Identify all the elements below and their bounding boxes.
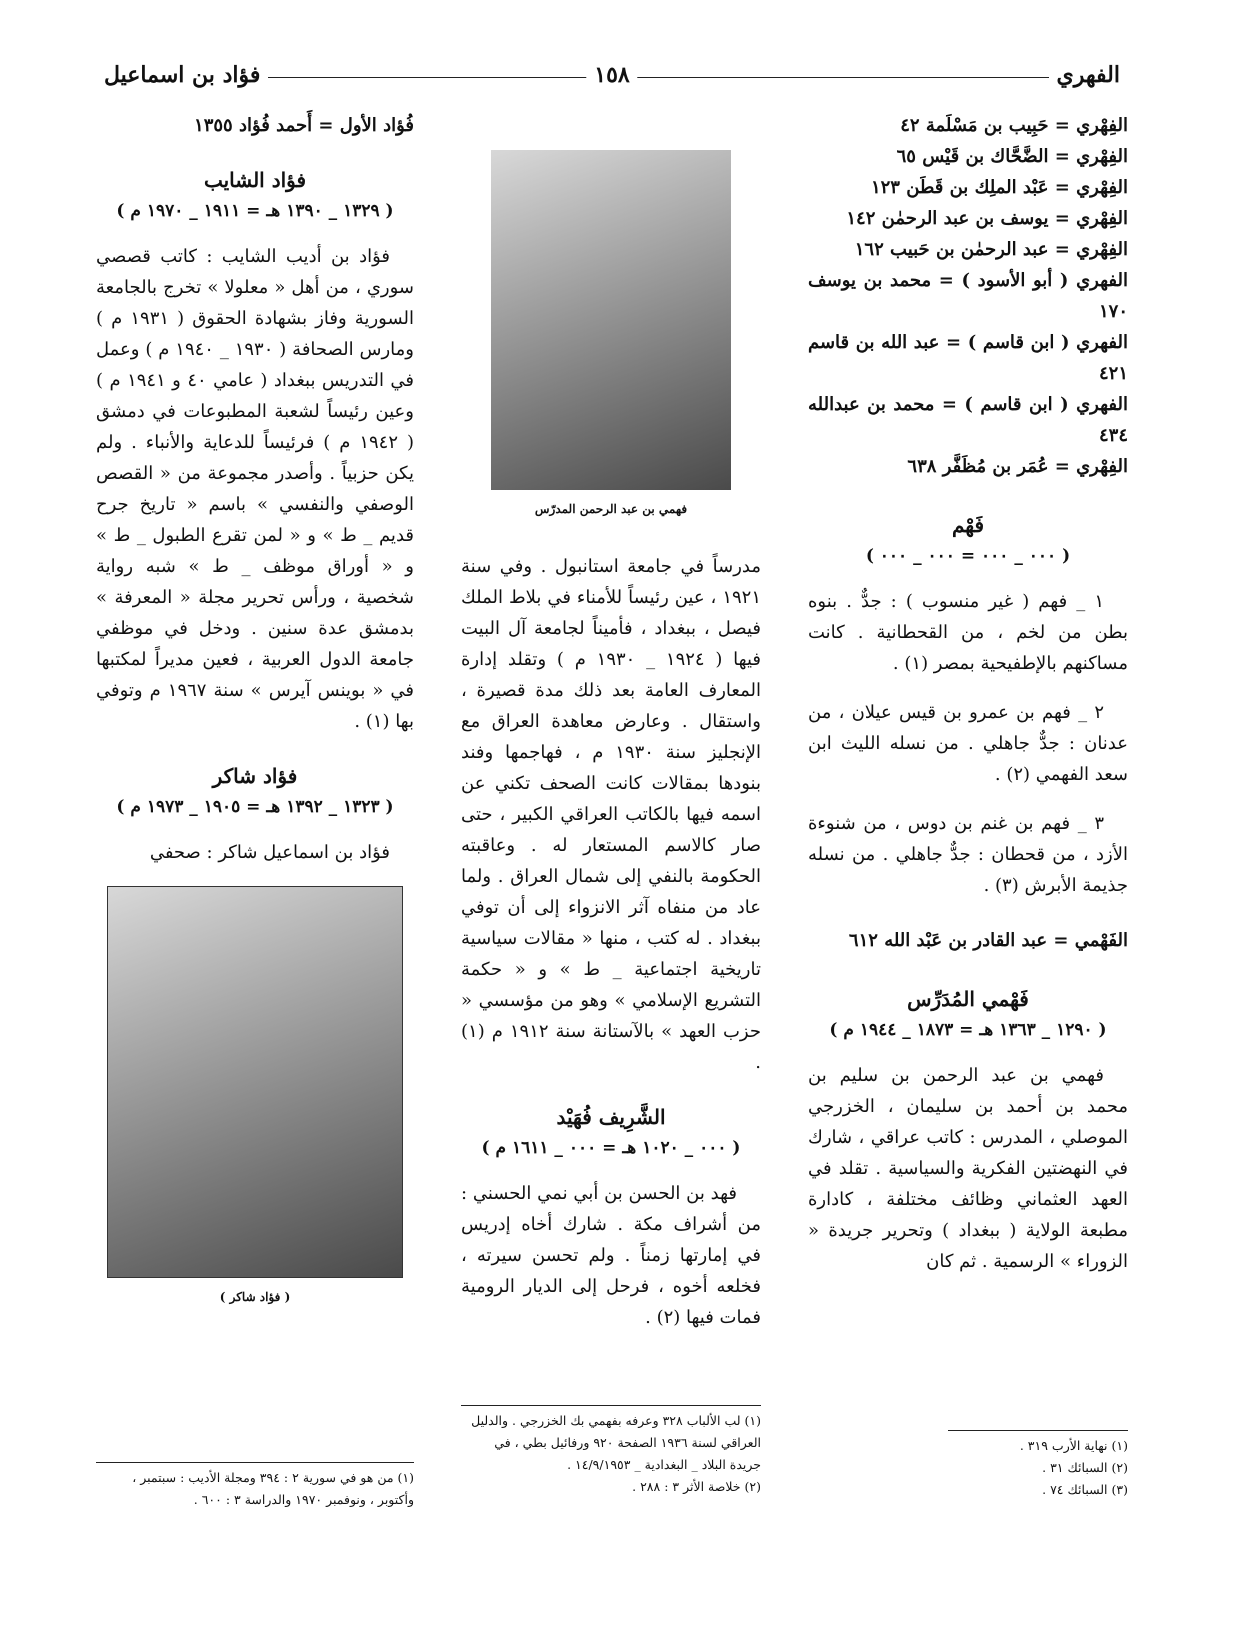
shayeb-dates: ( ١٣٢٩ _ ١٣٩٠ هـ = ١٩١١ _ ١٩٧٠ م ) <box>116 201 394 221</box>
middle-footnotes <box>461 1405 761 1498</box>
shayeb-paragraph: فؤاد بن أديب الشايب : كاتب قصصي سوري ، من أهل « معلولا » تخرج بالجامعة السورية وفاز بشهادة الحقوق ( ١٩٣١ م ) ومارس الصحافة ( ١٩٣٠ _ ١٩٤٠ م ) وعمل في التدريس ببغداد ( عامي ٤٠ و ١٩٤١ م ) وعين رئيساً لشعبة المطبوعات في دمشق ( ١٩٤٢ م ) فرئيساً للدعاية والأنباء . ولم يكن حزبياً . وأصدر مجموعة من « القصص الوصفي والنفسي » باسم « تاريخ جرح قديم _ ط » و « لمن تقرع الطبول _ ط » و « أوراق موظف _ ط » شبه رواية شخصية ، ورأس تحرير مجلة « المعرفة » بدمشق عدة سنين . ودخل في موظفي جامعة الدول العربية ، فعين مديراً لمكتبها في « بوينس آيرس » سنة ١٩٦٧ م وتوفي بها (١) . <box>96 246 414 732</box>
footnote-rule <box>948 1430 1128 1431</box>
fahm-title: فَهْم <box>951 513 985 537</box>
fahmi-portrait-photo <box>491 150 731 490</box>
fihri-entry: الفهري ( أبو الأسود ) = محمد بن يوسف ١٧٠ <box>808 270 1128 322</box>
fahm-item-2: ٢ _ فهم بن عمرو بن قيس عيلان ، من عدنان : جدٌّ جاهلي . من نسله الليث ابن سعد الفهمي (٢) . <box>808 702 1128 785</box>
page-header <box>96 62 1128 102</box>
shayeb-title: فؤاد الشايب <box>203 168 307 192</box>
footnote: (٢) السبائك ٣١ . <box>1042 1460 1128 1475</box>
mudarris-title: فَهْمي المُدَرِّس <box>907 987 1029 1011</box>
footnote: (١) نهاية الأرب ٣١٩ . <box>1019 1438 1128 1453</box>
footnote: (١) من هو في سورية ٢ : ٣٩٤ ومجلة الأديب : سبتمبر ، وأكتوبر ، ونوفمبر ١٩٧٠ والدراسة ٣ : ٦٠٠ . <box>132 1470 414 1507</box>
middle-column <box>461 110 761 1351</box>
footnote: (٢) خلاصة الأثر ٣ : ٢٨٨ . <box>632 1479 761 1494</box>
fahm-item-1: ١ _ فهم ( غير منسوب ) : جدٌّ . بنوه بطن من لخم ، من القحطانية . كانت مساكنهم بالإطفيحية بمصر (١) . <box>808 591 1128 674</box>
right-column <box>808 110 1128 1295</box>
shaker-paragraph: فؤاد بن اسماعيل شاكر : صحفي <box>149 842 390 863</box>
fihri-entry: الفِهْري = عبد الرحمٰن بن حَبيب ١٦٢ <box>854 239 1128 260</box>
footnote-rule <box>96 1462 414 1463</box>
fahmi-photo-caption: فهمي بن عبد الرحمن المدرّس <box>534 502 688 516</box>
fahmi-continuation-paragraph: مدرساً في جامعة استانبول . وفي سنة ١٩٢١ ، عين رئيساً للأمناء في بلاط الملك فيصل ، ببغداد ، فأميناً لجامعة آل البيت فيها ( ١٩٢٤ _ ١٩٣٠ م ) وتقلد إدارة المعارف العامة بعد ذلك مدة قصيرة ، واستقال . وعارض معاهدة العراق مع الإنجليز سنة ١٩٣٠ م ، فهاجمها وفند بنودها بمقالات كانت الصحف تكني عن اسمه فيها بالكاتب العراقي الكبير ، حتى صار كالاسم المستعار له . وعاقبته الحكومة بالنفي إلى شمال العراق . ولما عاد من منفاه آثر الانزواء إلى أن توفي ببغداد . له كتب ، منها « مقالات سياسية تاريخية اجتماعية _ ط » و « حكمة التشريع الإسلامي » وهو من مؤسسي « حزب العهد » بالآستانة سنة ١٩١٢ م (١) . <box>461 556 762 1073</box>
right-footnotes <box>808 1430 1128 1501</box>
fihri-entry: الفِهْري = حَبِيب بن مَسْلَمة ٤٢ <box>900 115 1128 136</box>
fuad-first-entry: فُؤاد الأول = أَحمد فُؤاد ١٣٥٥ <box>194 115 414 136</box>
fuad-shaker-caption: ( فؤاد شاكر ) <box>219 1290 291 1304</box>
footnote: (٣) السبائك ٧٤ . <box>1042 1482 1128 1497</box>
mudarris-dates: ( ١٢٩٠ _ ١٣٦٣ هـ = ١٨٧٣ _ ١٩٤٤ م ) <box>829 1020 1107 1040</box>
header-right-term: الفهري <box>1049 62 1128 88</box>
fahd-dates: ( ٠٠٠ _ ١٠٢٠ هـ = ٠٠٠ _ ١٦١١ م ) <box>481 1138 741 1158</box>
fuad-shaker-photo <box>107 886 403 1278</box>
fahd-title: الشَّرِيف فُهَيْد <box>556 1105 666 1129</box>
footnote: (١) لب الألباب ٣٢٨ وعرفه بفهمي بك الخزرجي . والدليل العراقي لسنة ١٩٣٦ الصفحة ٩٢٠ ورفائيل بطي ، في جريدة البلاد _ البغدادية _ ١٤/٩/١٩٥٣ . <box>471 1413 761 1472</box>
fihri-entry: الفِهْري = يوسف بن عبد الرحمٰن ١٤٢ <box>846 208 1128 229</box>
left-column <box>96 110 414 1313</box>
fihri-entry: الفِهْري = الضَّحَّاك بن قَيْس ٦٥ <box>896 146 1128 167</box>
fihri-entry: الفِهْري = عَبْد الملِك بن قَطَن ١٢٣ <box>870 177 1128 198</box>
footnote-rule <box>461 1405 761 1406</box>
fihri-entry: الفهري ( ابن قاسم ) = عبد الله بن قاسم ٤٢١ <box>808 332 1128 384</box>
shaker-dates: ( ١٣٢٣ _ ١٣٩٢ هـ = ١٩٠٥ _ ١٩٧٣ م ) <box>116 797 394 817</box>
page-number: ١٥٨ <box>586 62 637 88</box>
fihri-entry: الفِهْري = عُمَر بن مُظَفَّر ٦٣٨ <box>907 456 1128 477</box>
header-left-term: فؤاد بن اسماعيل <box>96 62 268 88</box>
fahm-dates: ( ٠٠٠ _ ٠٠٠ = ٠٠٠ _ ٠٠٠ ) <box>865 546 1071 566</box>
left-footnotes <box>96 1462 414 1511</box>
fihri-entry: الفهري ( ابن قاسم ) = محمد بن عبدالله ٤٣٤ <box>808 394 1128 446</box>
fahmi-entry: الفَهْمي = عبد القادر بن عَبْد الله ٦١٢ <box>848 930 1128 951</box>
mudarris-paragraph: فهمي بن عبد الرحمن بن سليم بن محمد بن أحمد بن سليمان ، الخزرجي الموصلي ، المدرس : كاتب عراقي ، شارك في النهضتين الفكرية والسياسية . تقلد في العهد العثماني وظائف مختلفة ، كادارة مطبعة الولاية ( ببغداد ) وتحرير جريدة « الزوراء » الرسمية . ثم كان <box>808 1065 1128 1272</box>
fahd-paragraph: فهد بن الحسن بن أبي نمي الحسني : من أشراف مكة . شارك أخاه إدريس في إمارتها زمناً . ولم تحسن سيرته ، فخلعه أخوه ، فرحل إلى الديار الرومية فمات فيها (٢) . <box>461 1183 761 1328</box>
fahm-item-3: ٣ _ فهم بن غنم بن دوس ، من شنوءة الأزد ، من قحطان : جدٌّ جاهلي . من نسله جذيمة الأبرش (٣) . <box>808 813 1128 896</box>
shaker-title: فؤاد شاكر <box>212 764 298 788</box>
